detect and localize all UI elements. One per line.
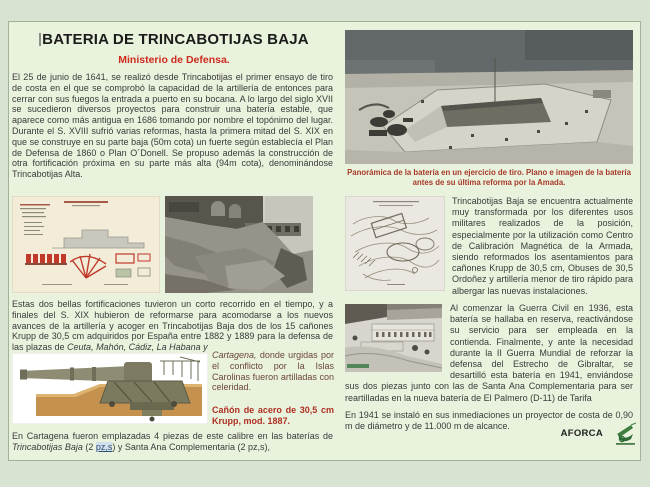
cannon-caption: Cañón de acero de 30,5 cm Krupp, mod. 1887. <box>212 405 334 426</box>
aforca-label: AFORCA <box>560 428 603 439</box>
fort-cliff-photo <box>165 196 313 293</box>
civil-war-text: Al comenzar la Guerra Civil en 1936, esta batería se hallaba en reserva, reactivándose su servicio para ser empleada en la contienda. Finalmente, y ante la necesidad durante la II Guerra Mundial de reforzar la defensa del Estrecho de Gibraltar, se desartilló esta batería en 1941, enviándose sus dos piezas junto con las de Santa Ana Complementaria para ser reartilladas en la nueva batería de El Palmero (D-11) de Tarifa <box>345 303 633 403</box>
battery-plan-drawing-image <box>345 196 445 291</box>
aforca-logo <box>612 421 639 446</box>
civil-war-section <box>345 303 633 404</box>
text-cursor <box>39 33 41 46</box>
placement-paragraph <box>12 431 333 453</box>
page-title <box>13 31 335 48</box>
placement-battery: Trincabotijas Baja <box>12 441 83 452</box>
fort-plan-drawing-image <box>12 196 160 293</box>
page-title-text: BATERIA DE TRINCABOTIJAS BAJA <box>42 31 309 48</box>
placement-prefix: En Cartagena fueron emplazadas 4 piezas de este calibre en las baterías de <box>12 431 333 441</box>
reform-text: Estas dos bellas fortificaciones tuvieron un corto recorrido en el tiempo, y a finales del S. XIX hubieron de reformarse para acomodarse a los nuevos avances de la artillería y acoger en Trincabotijas Baja dos de los 15 cañones Krupp de 30,5 cm adquiridos por España entre 1882 y 1889 para la defensa de las plazas de <box>12 299 333 353</box>
placement-suffix: ) y Santa Ana Complementaria (2 pz,s), <box>112 441 270 452</box>
reform-paragraph <box>12 299 333 353</box>
page-subtitle: Ministerio de Defensa. <box>118 54 230 66</box>
battery-barracks-photo <box>345 304 442 372</box>
projector-paragraph: En 1941 se instaló en sus inmediaciones un proyector de costa de 0,90 m de diámetro y de 11.000 m de alcance. <box>345 410 633 432</box>
placement-open: (2 <box>82 441 96 452</box>
reform-cities: Ceuta, Mahón, Cádiz, La Habana y <box>67 342 208 353</box>
aforca-signature <box>553 421 639 446</box>
wrap-rest: donde urgidas por el conflicto por la Islas Carolinas fueron artilladas con celeridad. <box>212 350 334 393</box>
carolinas-wrap-text <box>212 350 334 393</box>
battery-aerial-photo <box>345 30 633 164</box>
krupp-gun-illustration <box>12 353 208 424</box>
aerial-photo-caption: Panorámica de la batería en un ejercicio de tiro. Plano e imagen de la batería antes de su última reforma por la Amada. <box>347 168 631 187</box>
current-state-paragraph: Trincabotijas Baja se encuentra actualmente muy transformada por los diferentes usos militares realizados de la posición, especialmente por la utilización como Centro de Calibración Magnética de la Armada, siendo reformados los asentamientos para cañones Krupp de 30,5 cm, Obuses de 30,5 Ordoñez y artillería menor de tiro rápido para albergar las nuevas instalaciones. <box>452 196 633 296</box>
wrap-city: Cartagena, <box>212 350 257 360</box>
document-page <box>8 21 641 461</box>
history-paragraph: El 25 de junio de 1641, se realizó desde Trincabotijas el primer ensayo de tiro de costa en el que se comprobó la capacidad de la artillería de entonces para cerrar con sus fuegos la entrada a puerto en su bocana. A lo largo del siglo XVII se sucedieron diversos proyectos para construir una batería estable, que aparece como más antigua en 1686 tomando por nombre el topónimo del lugar. Durante el S. XVIII sufrió varias reformas, hasta la primera mitad del S. XIX en que se construye en su parte baja (50m cota) un fuerte según establecía el Plan de Defensa de 1860 o Plan O´Donell. Se propuso además la construcción de otra fortificación próxima en su parte más alta (94m cota), denominándose Trincabotijas Alta. <box>12 72 333 180</box>
pzs-link[interactable]: pz,s <box>95 441 113 452</box>
